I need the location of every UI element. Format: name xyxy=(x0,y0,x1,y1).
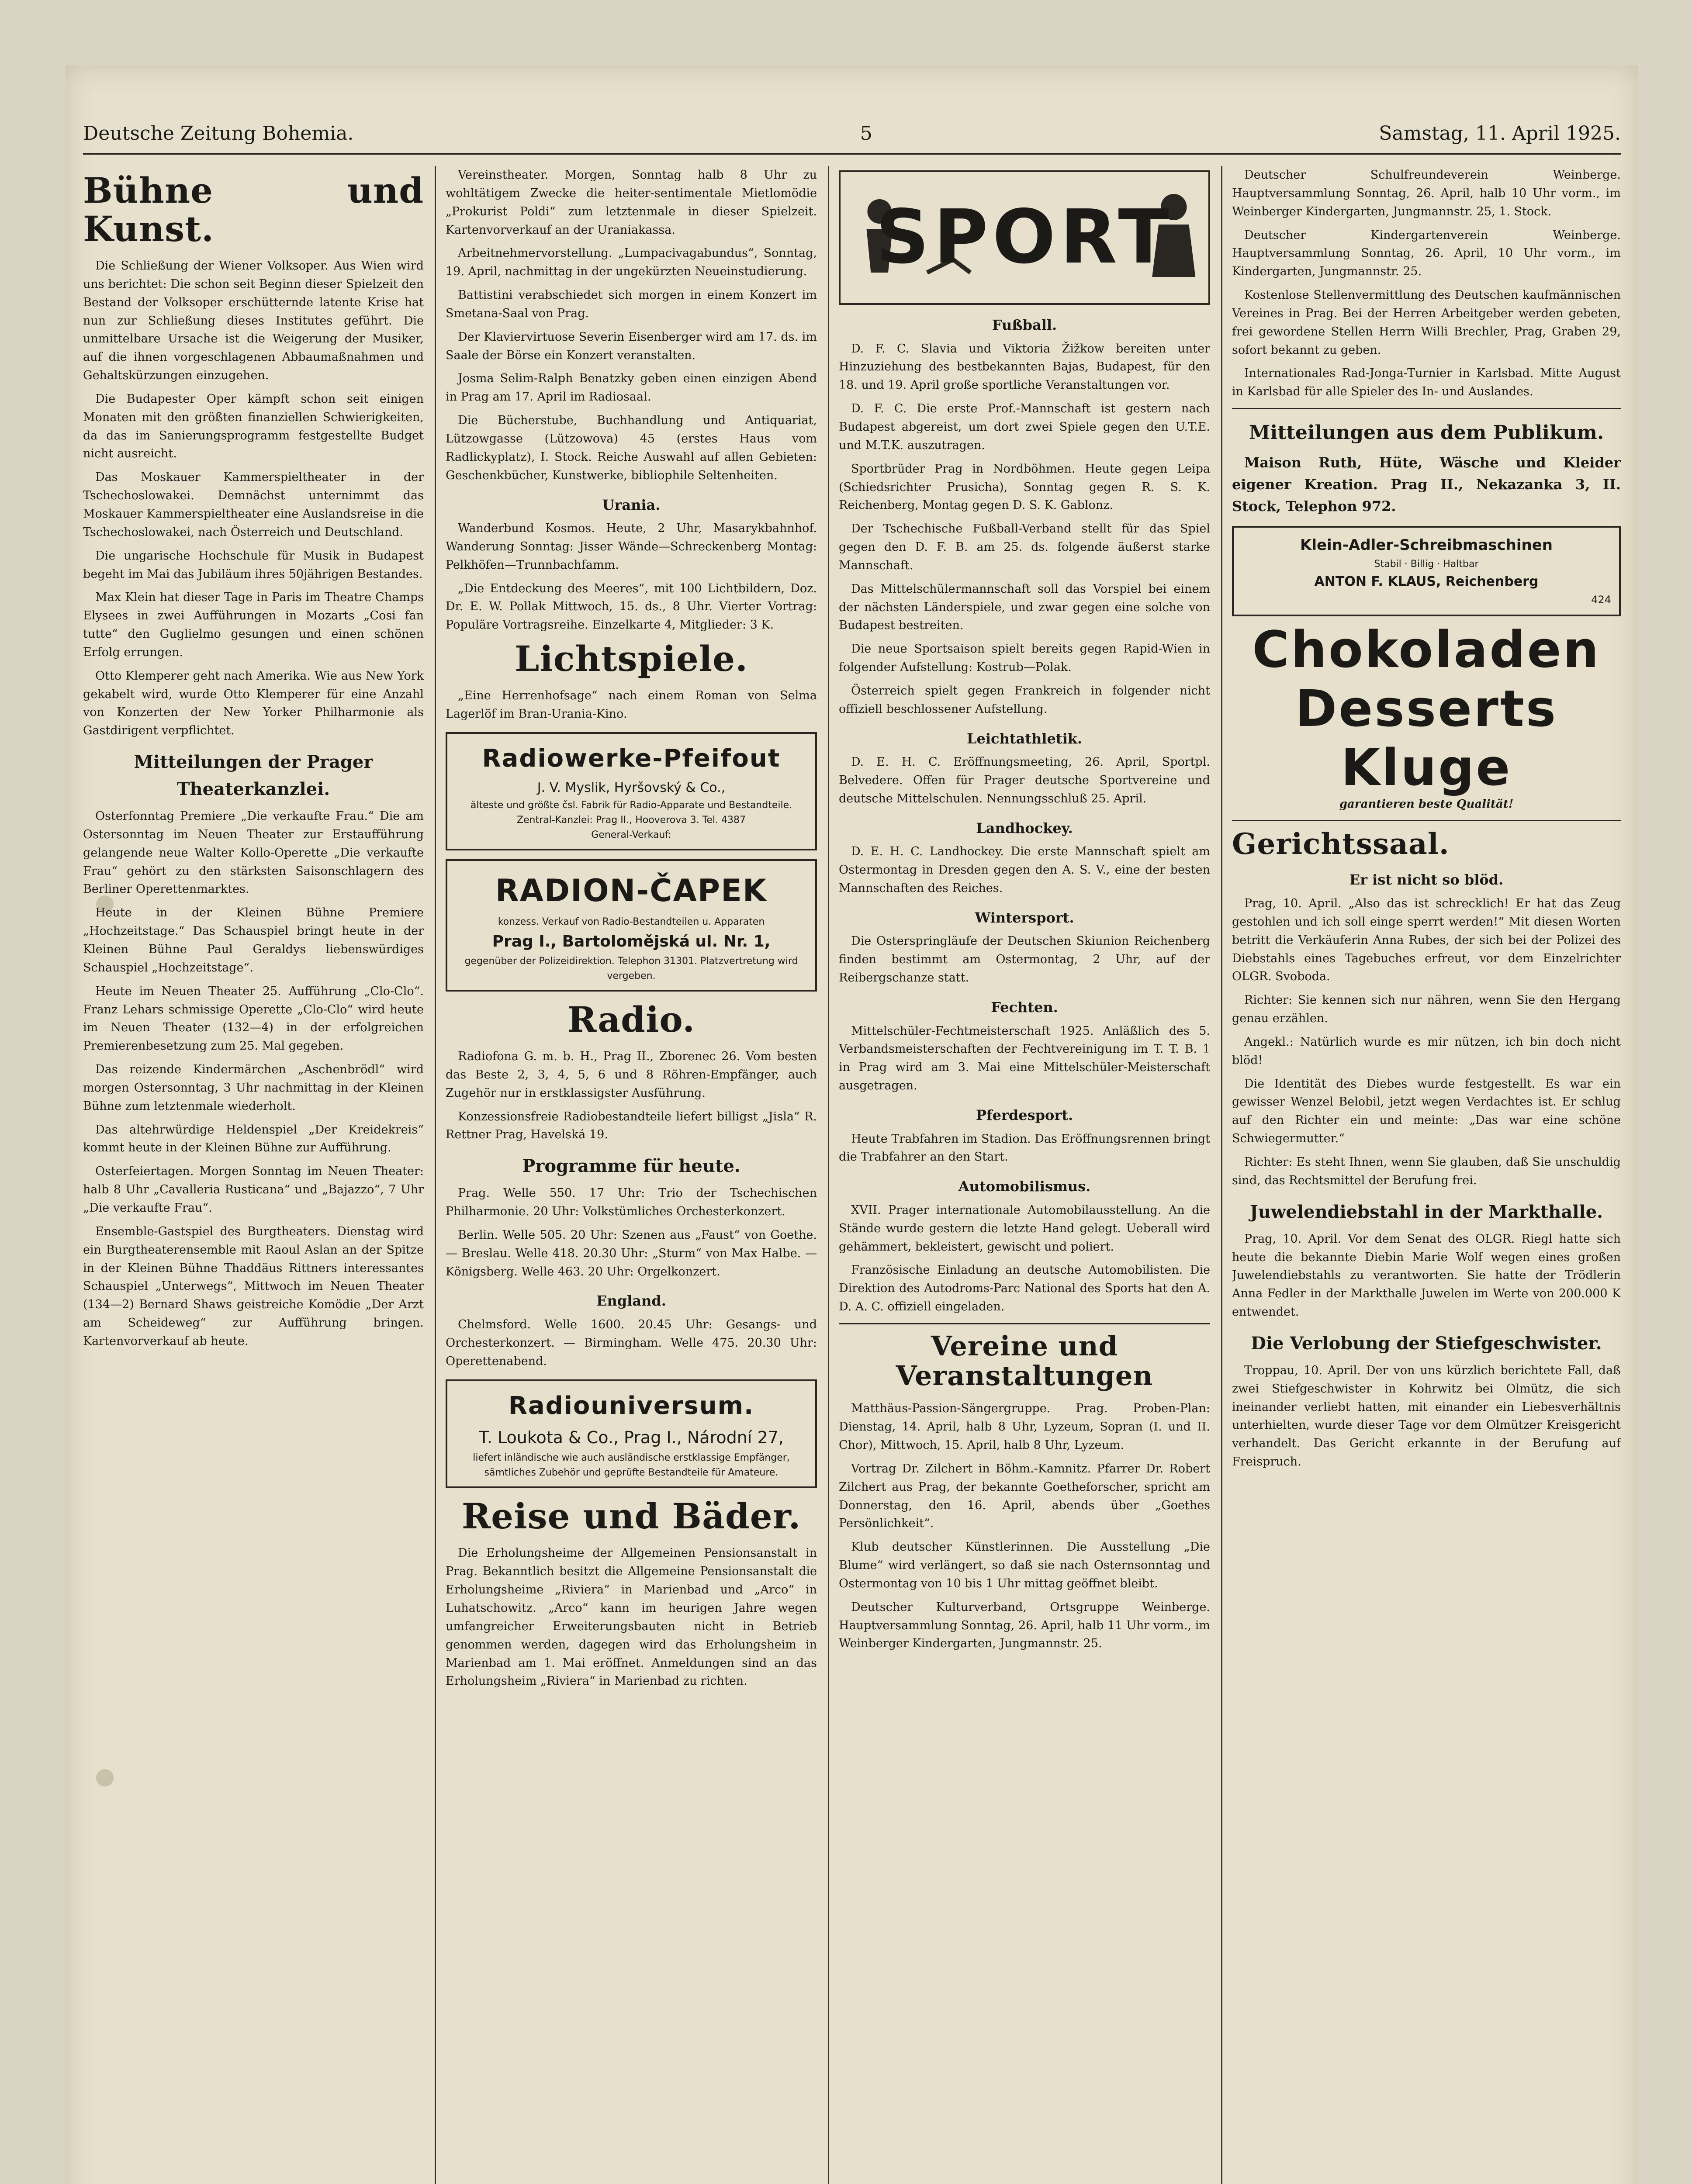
divider xyxy=(1232,408,1621,409)
column-3 xyxy=(839,166,1210,2184)
article-paragraph: Osterfonntag Premiere „Die verkaufte Frau.“ Die am Ostersonntag im Neuen Theater zur Erstaufführung gelangende neue Walter Kollo-Operette „Die verkaufte Frau“ gehört zu den stärksten Saisonschlagern des Berliner Operettenmarktes. xyxy=(83,809,424,896)
article-paragraph: Das Moskauer Kammerspieltheater in der Tschechoslowakei. Demnächst unternimmt das Moskauer Kammerspieltheater eine Auslandsreise in die Tschechoslowakei, nach Österreich und Deutschland. xyxy=(83,470,424,539)
divider xyxy=(1232,820,1621,821)
newspaper-page xyxy=(66,66,1638,2184)
article-paragraph: Die Budapester Oper kämpft schon seit einigen Monaten mit den größten finanziellen Schwierigkeiten, da das im Sanierungsprogramm festgestellte Budget nicht ausreicht. xyxy=(83,392,424,461)
article-paragraph: Das reizende Kindermärchen „Aschenbrödl“ wird morgen Ostersonntag, 3 Uhr nachmittag in der Kleinen Bühne zum letztenmale wiederholt. xyxy=(83,1063,424,1113)
article-paragraph: Deutscher Schulfreundeverein Weinberge. Hauptversammlung Sonntag, 26. April, halb 10 Uhr vorm., im Weinberger Kindergarten, Jungmannstr. 25, 1. Stock. xyxy=(1232,168,1621,218)
article-paragraph: Österreich spielt gegen Frankreich in folgender nicht offiziell beschlossener Aufstellung. xyxy=(839,684,1210,716)
ad-tagline: garantieren beste Qualität! xyxy=(1339,797,1514,811)
article-paragraph: Osterfeiertagen. Morgen Sonntag im Neuen Theater: halb 8 Uhr „Cavalleria Rusticana“ und „Bajazzo“, 7 Uhr „Die verkaufte Frau“. xyxy=(83,1165,424,1215)
article-paragraph: „Die Entdeckung des Meeres“, mit 100 Lichtbildern, Doz. Dr. E. W. Pollak Mittwoch, 15. ds., 8 Uhr. Vierter Vortrag: Populäre Vortragsreihe. Einzelkarte 4, Mitglieder: 3 K. xyxy=(446,581,817,632)
article-paragraph: Mittelschüler-Fechtmeisterschaft 1925. Anläßlich des 5. Verbandsmeisterschaften der Fechtvereinigung im T. T. B. 1 in Prag wird am 3. Mai eine Mittelschüler-Meisterschaft ausgetragen. xyxy=(839,1024,1210,1093)
ad-contact: General-Verkauf: xyxy=(591,829,671,841)
subsection-title: Mitteilungen der Prager Theaterkanzlei. xyxy=(134,752,373,800)
page-header xyxy=(83,114,1621,155)
article-paragraph: D. F. C. Die erste Prof.-Mannschaft ist gestern nach Budapest abgereist, um dort zwei Spiele gegen den U.T.E. und M.T.K. auszutragen. xyxy=(839,402,1210,452)
article-paragraph: Das altehrwürdige Heldenspiel „Der Kreidekreis“ kommt heute in der Kleinen Bühne zur Aufführung. xyxy=(83,1123,424,1155)
article-paragraph: Das Mittelschülermannschaft soll das Vorspiel bei einem der nächsten Länderspiele, und zwar gegen eine solche von Budapest bestreiten. xyxy=(839,582,1210,632)
article-paragraph: Die Identität des Diebes wurde festgestellt. Es war ein gewisser Wenzel Belobil, jetzt wegen Verdachtes ist. Er schlug auf den Richter ein und meinte: „Das war eine schöne Schwiegermutter.“ xyxy=(1232,1077,1621,1146)
article-paragraph: Max Klein hat dieser Tage in Paris im Theatre Champs Elysees in zwei Aufführungen in Mozarts „Cosi fan tutte“ den Guglielmo gesungen und einen schönen Erfolg errungen. xyxy=(83,591,424,659)
column-2 xyxy=(446,166,817,2184)
issue-date: Samstag, 11. April 1925. xyxy=(1379,122,1621,145)
article-paragraph: Der Klaviervirtuose Severin Eisenberger wird am 17. ds. im Saale der Börse ein Konzert veranstalten. xyxy=(446,330,817,362)
ad-title: Klein-Adler-Schreibmaschinen xyxy=(1300,536,1553,554)
ad-title-line: Chokoladen xyxy=(1252,620,1601,679)
ad-title-line: Desserts xyxy=(1295,679,1558,738)
subsection-title: Wintersport. xyxy=(975,909,1074,926)
section-title-buehne: Bühne und Kunst. xyxy=(83,170,424,249)
article-paragraph: Deutscher Kindergartenverein Weinberge. Hauptversammlung Sonntag, 26. April, 10 Uhr vorm., im Kindergarten, Jungmannstr. 25. xyxy=(1232,228,1621,279)
subsection-title: Er ist nicht so blöd. xyxy=(1349,871,1504,888)
article-paragraph: Ensemble-Gastspiel des Burgtheaters. Dienstag wird ein Burgtheaterensemble mit Raoul Aslan an der Spitze in der Kleinen Bühne Thaddäus Rittners interessantes Schauspiel „Unterwegs“, Mittwoch im Neuen Theater (134—2) Bernard Shaws geistreiche Komödie „Der Arzt am Scheideweg“ zur Aufführung bringen. Kartenvorverkauf ab heute. xyxy=(83,1224,424,1348)
subsection-title: Fußball. xyxy=(992,317,1057,333)
advertisement-radion-capek xyxy=(446,859,817,992)
column-1 xyxy=(83,166,424,2184)
article-paragraph: Heute im Neuen Theater 25. Aufführung „Clo-Clo“. Franz Lehars schmissige Operette „Clo-Clo“ wird heute im Neuen Theater (132—4) in der erfolgreichen Premierenbesetzung zum 25. Mal gegeben. xyxy=(83,984,424,1053)
advertisement-klein-adler xyxy=(1232,526,1621,616)
advertisement-radiouniversum xyxy=(446,1379,817,1489)
subsection-title: Automobilismus. xyxy=(958,1178,1091,1195)
article-paragraph: Battistini verabschiedet sich morgen in einem Konzert im Smetana-Saal von Prag. xyxy=(446,288,817,320)
subsection-title: Mitteilungen aus dem Publikum. xyxy=(1249,422,1604,444)
article-paragraph: Vortrag Dr. Zilchert in Böhm.-Kamnitz. Pfarrer Dr. Robert Zilchert aus Prag, der bekannte Goetheforscher, spricht am Donnerstag, den 16. April, abends über „Goethes Persönlichkeit“. xyxy=(839,1462,1210,1531)
article-paragraph: Prag, 10. April. „Also das ist schrecklich! Er hat das Zeug gestohlen und ich soll einge sperrt werden!“ Mit diesen Worten betritt die Verkäuferin Anna Rubes, der sich bei der Polizei des Diebstahls eines Tagebuches erfreut, vor dem Einzelrichter OLGR. Svoboda. xyxy=(1232,897,1621,984)
article-paragraph: Konzessionsfreie Radiobestandteile liefert billigst „Jisla“ R. Rettner Prag, Havelská 19. xyxy=(446,1109,817,1142)
sport-logo-text: SPORT xyxy=(875,194,1173,281)
article-paragraph: Die Bücherstube, Buchhandlung und Antiquariat, Lützowgasse (Lützowova) 45 (erstes Haus vom Radlickyplatz), I. Stock. Reiche Auswahl auf allen Gebieten: Geschenkbücher, Kunstwerke, bibliophile Seltenheiten. xyxy=(446,414,817,482)
article-paragraph: Angekl.: Natürlich wurde es mir nützen, ich bin doch nicht blöd! xyxy=(1232,1035,1621,1067)
article-paragraph: Heute in der Kleinen Bühne Premiere „Hochzeitstage.“ Das Schauspiel bringt heute in der Kleinen Bühne Paul Geraldys liebenswürdiges Schauspiel „Hochzeitstage“. xyxy=(83,906,424,975)
ad-note: liefert inländische wie auch ausländische erstklassige Empfänger, sämtliches Zubehör und geprüfte Bestandteile für Amateure. xyxy=(473,1452,790,1479)
section-title-radio: Radio. xyxy=(567,999,695,1040)
ad-number: 424 xyxy=(1591,594,1611,606)
article-paragraph: Sportbrüder Prag in Nordböhmen. Heute gegen Leipa (Schiedsrichter Prusicha), Sonntag gegen R. S. K. Reichenberg, Montag gegen D. S. K. Gablonz. xyxy=(839,462,1210,512)
divider xyxy=(839,1323,1210,1324)
article-paragraph: Heute Trabfahren im Stadion. Das Eröffnungsrennen bringt die Trabfahrer an den Start. xyxy=(839,1132,1210,1164)
column-rule xyxy=(1221,166,1222,2184)
subsection-title: Pferdesport. xyxy=(976,1106,1073,1123)
ad-address: T. Loukota & Co., Prag I., Národní 27, xyxy=(479,1428,784,1448)
page-number: 5 xyxy=(860,122,872,145)
article-paragraph: Berlin. Welle 505. 20 Uhr: Szenen aus „Faust“ von Goethe. — Breslau. Welle 418. 20.30 Uhr: „Sturm“ von Max Halbe. — Königsberg. Welle 463. 20 Uhr: Orgelkonzert. xyxy=(446,1228,817,1279)
article-paragraph: Internationales Rad-Jonga-Turnier in Karlsbad. Mitte August in Karlsbad für alle Spieler des In- und Auslandes. xyxy=(1232,366,1621,399)
advertisement-chokoladen xyxy=(1232,620,1621,813)
article-paragraph: XVII. Prager internationale Automobilausstellung. An die Stände wurde gestern die letzte Hand gelegt. Ueberall wird gehämmert, bekleistert, gewischt und poliert. xyxy=(839,1203,1210,1254)
subsection-title: Leichtathletik. xyxy=(966,730,1083,747)
subsection-title: Die Verlobung der Stiefgeschwister. xyxy=(1251,1333,1602,1354)
article-paragraph: Maison Ruth, Hüte, Wäsche und Kleider eigener Kreation. Prag II., Nekazanka 3, II. Stock, Telephon 972. xyxy=(1232,454,1621,515)
article-paragraph: Josma Selim-Ralph Benatzky geben einen einzigen Abend in Prag am 17. April im Radiosaal. xyxy=(446,372,817,404)
article-paragraph: Richter: Sie kennen sich nur nähren, wenn Sie den Hergang genau erzählen. xyxy=(1232,993,1621,1026)
column-rule xyxy=(828,166,829,2184)
sport-section-logo xyxy=(839,170,1210,305)
article-paragraph: Vereinstheater. Morgen, Sonntag halb 8 Uhr zu wohltätigem Zwecke die heiter-sentimentale Mietlomödie „Prokurist Poldi“ zum letztenmale in dieser Spielzeit. Kartenvorverkauf an der Uraniakassa. xyxy=(446,168,817,237)
article-paragraph: „Eine Herrenhofsage“ nach einem Roman von Selma Lagerlöf im Bran-Urania-Kino. xyxy=(446,689,817,721)
ad-address: Prag I., Bartolomějská ul. Nr. 1, xyxy=(492,933,771,951)
section-title-lichtspiele: Lichtspiele. xyxy=(515,638,748,680)
article-paragraph: Die ungarische Hochschule für Musik in Budapest begeht im Mai das Jubiläum ihres 50jährigen Bestandes. xyxy=(83,549,424,581)
article-paragraph: Kostenlose Stellenvermittlung des Deutschen kaufmännischen Vereines in Prag. Bei der Herren Arbeitgeber werden gebeten, frei gewordene Stellen Herrn Willi Brechler, Prag, Graben 29, sofort bekannt zu geben. xyxy=(1232,288,1621,357)
column-rule xyxy=(435,166,436,2184)
article-paragraph: Radiofona G. m. b. H., Prag II., Zborenec 26. Vom besten das Beste 2, 3, 4, 5, 6 und 8 Röhren-Empfänger, auch Zugehör nur in erstklassigster Ausführung. xyxy=(446,1050,817,1100)
article-paragraph: Richter: Es steht Ihnen, wenn Sie glauben, daß Sie unschuldig sind, das Rechtsmittel der Berufung frei. xyxy=(1232,1155,1621,1187)
subsection-title: Juwelendiebstahl in der Markthalle. xyxy=(1249,1201,1603,1222)
article-paragraph: D. E. H. C. Landhockey. Die erste Mannschaft spielt am Ostermontag in Dresden gegen den A. S. V., eine der besten Mannschaften des Reiches. xyxy=(839,845,1210,895)
article-paragraph: Die neue Sportsaison spielt bereits gegen Rapid-Wien in folgender Aufstellung: Kostrub—Polak. xyxy=(839,642,1210,674)
subsection-title: Landhockey. xyxy=(976,819,1073,836)
article-paragraph: Der Tschechische Fußball-Verband stellt für das Spiel gegen den D. F. B. am 25. ds. folgende äußerst starke Mannschaft. xyxy=(839,522,1210,572)
ad-title: Radiouniversum. xyxy=(508,1391,754,1420)
ad-title-line: Kluge xyxy=(1341,738,1512,797)
paper-name: Deutsche Zeitung Bohemia. xyxy=(83,122,354,145)
ad-note: gegenüber der Polizeidirektion. Telephon 31301. Platzvertretung wird vergeben. xyxy=(464,955,798,981)
ad-subtitle: konzess. Verkauf von Radio-Bestandteilen u. Apparaten xyxy=(498,916,765,927)
article-paragraph: D. E. H. C. Eröffnungsmeeting, 26. April, Sportpl. Belvedere. Offen für Prager deutsche Sportvereine und deutsche Mittelschulen. Nennungsschluß 25. April. xyxy=(839,755,1210,805)
article-paragraph: Chelmsford. Welle 1600. 20.45 Uhr: Gesangs- und Orchesterkonzert. — Birmingham. Welle 475. 20.30 Uhr: Operettenabend. xyxy=(446,1318,817,1368)
article-paragraph: D. F. C. Slavia und Viktoria Žižkow bereiten unter Hinzuziehung des bestbekannten Bajas, Budapest, für den 18. und 19. April große sportliche Veranstaltungen vor. xyxy=(839,342,1210,392)
article-paragraph: Prag, 10. April. Vor dem Senat des OLGR. Riegl hatte sich heute die bekannte Diebin Marie Wolf wegen eines großen Juwelendiebstahls zu verantworten. Sie hatte der Trödlerin Anna Fedler in der Markthalle Juwelen im Werte von 200.000 K entwendet. xyxy=(1232,1232,1621,1319)
advertisement-radiowerke xyxy=(446,732,817,851)
article-paragraph: Klub deutscher Künstlerinnen. Die Ausstellung „Die Blume“ wird verlängert, so daß sie nach Osternsonntag und Ostermontag von 10 bis 1 Uhr mittag geöffnet bleibt. xyxy=(839,1540,1210,1590)
article-paragraph: Die Schließung der Wiener Volksoper. Aus Wien wird uns berichtet: Die schon seit Beginn dieser Spielzeit den Bestand der Volksoper erschütternde latente Krise hat nun zur Schließung dieses Institutes geführt. Die unmittelbare Ursache ist die Weigerung der Musiker, auf die ihnen vorgeschlagenen Abbaumaßnahmen und Gehaltskürzungen einzugehen. xyxy=(83,259,424,383)
article-paragraph: Troppau, 10. April. Der von uns kürzlich berichtete Fall, daß zwei Stiefgeschwister in Kohrwitz bei Olmütz, die sich ineinander verliebt hatten, mit einander ein Liebesverhältnis unterhielten, wurde dieser Tage vor dem Olmützer Kreisgericht verhandelt. Das Gericht erkannte in der Berufung auf Freispruch. xyxy=(1232,1363,1621,1469)
article-paragraph: Französische Einladung an deutsche Automobilisten. Die Direktion des Autodroms-Parc National des Sports hat den A. D. A. C. offiziell eingeladen. xyxy=(839,1263,1210,1314)
article-paragraph: Die Osterspringläufe der Deutschen Skiunion Reichenberg finden bestimmt am Ostermontag, 2 Uhr, auf der Reibergschanze statt. xyxy=(839,934,1210,985)
column-4 xyxy=(1232,166,1621,2184)
article-paragraph: Wanderbund Kosmos. Heute, 2 Uhr, Masarykbahnhof. Wanderung Sonntag: Jisser Wände—Schreckenberg Montag: Pelkhöfen—Trunnbachfamm. xyxy=(446,522,817,572)
ad-subtitle: Stabil · Billig · Haltbar xyxy=(1374,558,1479,570)
subsection-title: Fechten. xyxy=(991,999,1058,1016)
article-paragraph: Arbeitnehmervorstellung. „Lumpacivagabundus“, Sonntag, 19. April, nachmittag in der ungekürzten Neueinstudierung. xyxy=(446,246,817,279)
article-paragraph: Prag. Welle 550. 17 Uhr: Trio der Tschechischen Philharmonie. 20 Uhr: Volkstümliches Orchesterkonzert. xyxy=(446,1186,817,1219)
article-paragraph: Die Erholungsheime der Allgemeinen Pensionsanstalt in Prag. Bekanntlich besitzt die Allgemeine Pensionsanstalt die Erholungsheime „Riviera“ in Marienbad und „Arco“ in Luhatschowitz. „Arco“ kann im heurigen Jahre wegen umfangreicher Erweiterungsbauten nicht in Betrieb genommen werden, dagegen wird das Erholungsheim in Marienbad am 1. Mai eröffnet. Anmeldungen sind an das Erholungsheim „Riviera“ in Marienbad zu richten. xyxy=(446,1546,817,1688)
subsection-title: Programme für heute. xyxy=(522,1156,740,1177)
ad-title: RADION-ČAPEK xyxy=(495,873,768,909)
ad-subtitle: J. V. Myslik, Hyršovský & Co., xyxy=(537,780,726,795)
ad-dealer: ANTON F. KLAUS, Reichenberg xyxy=(1314,574,1539,589)
article-paragraph: Deutscher Kulturverband, Ortsgruppe Weinberge. Hauptversammlung Sonntag, 26. April, halb 11 Uhr vorm., im Weinberger Kindergarten, Jungmannstr. 25. xyxy=(839,1600,1210,1651)
section-title-vereine: Vereine und Veranstaltungen xyxy=(896,1330,1153,1392)
subsection-title: England. xyxy=(596,1292,666,1310)
article-paragraph: Matthäus-Passion-Sängergruppe. Prag. Proben-Plan: Dienstag, 14. April, halb 8 Uhr, Lyzeum, Sopran (I. und II. Chor), Mittwoch, 15. April, halb 8 Uhr, Lyzeum. xyxy=(839,1402,1210,1452)
section-title-reise: Reise und Bäder. xyxy=(461,1496,801,1537)
ad-note: älteste und größte čsl. Fabrik für Radio-Apparate und Bestandteile. Zentral-Kanzlei: Prag II., Hooverova 3. Tel. 4387 xyxy=(470,800,792,826)
subsection-title: Urania. xyxy=(602,496,661,513)
ad-title: Radiowerke-Pfeifout xyxy=(482,744,781,773)
article-paragraph: Otto Klemperer geht nach Amerika. Wie aus New York gekabelt wird, wurde Otto Klemperer für eine Anzahl von Konzerten der New Yorker Philharmonie als Gastdirigent verpflichtet. xyxy=(83,669,424,738)
section-title-gericht: Gerichtssaal. xyxy=(1232,826,1450,861)
